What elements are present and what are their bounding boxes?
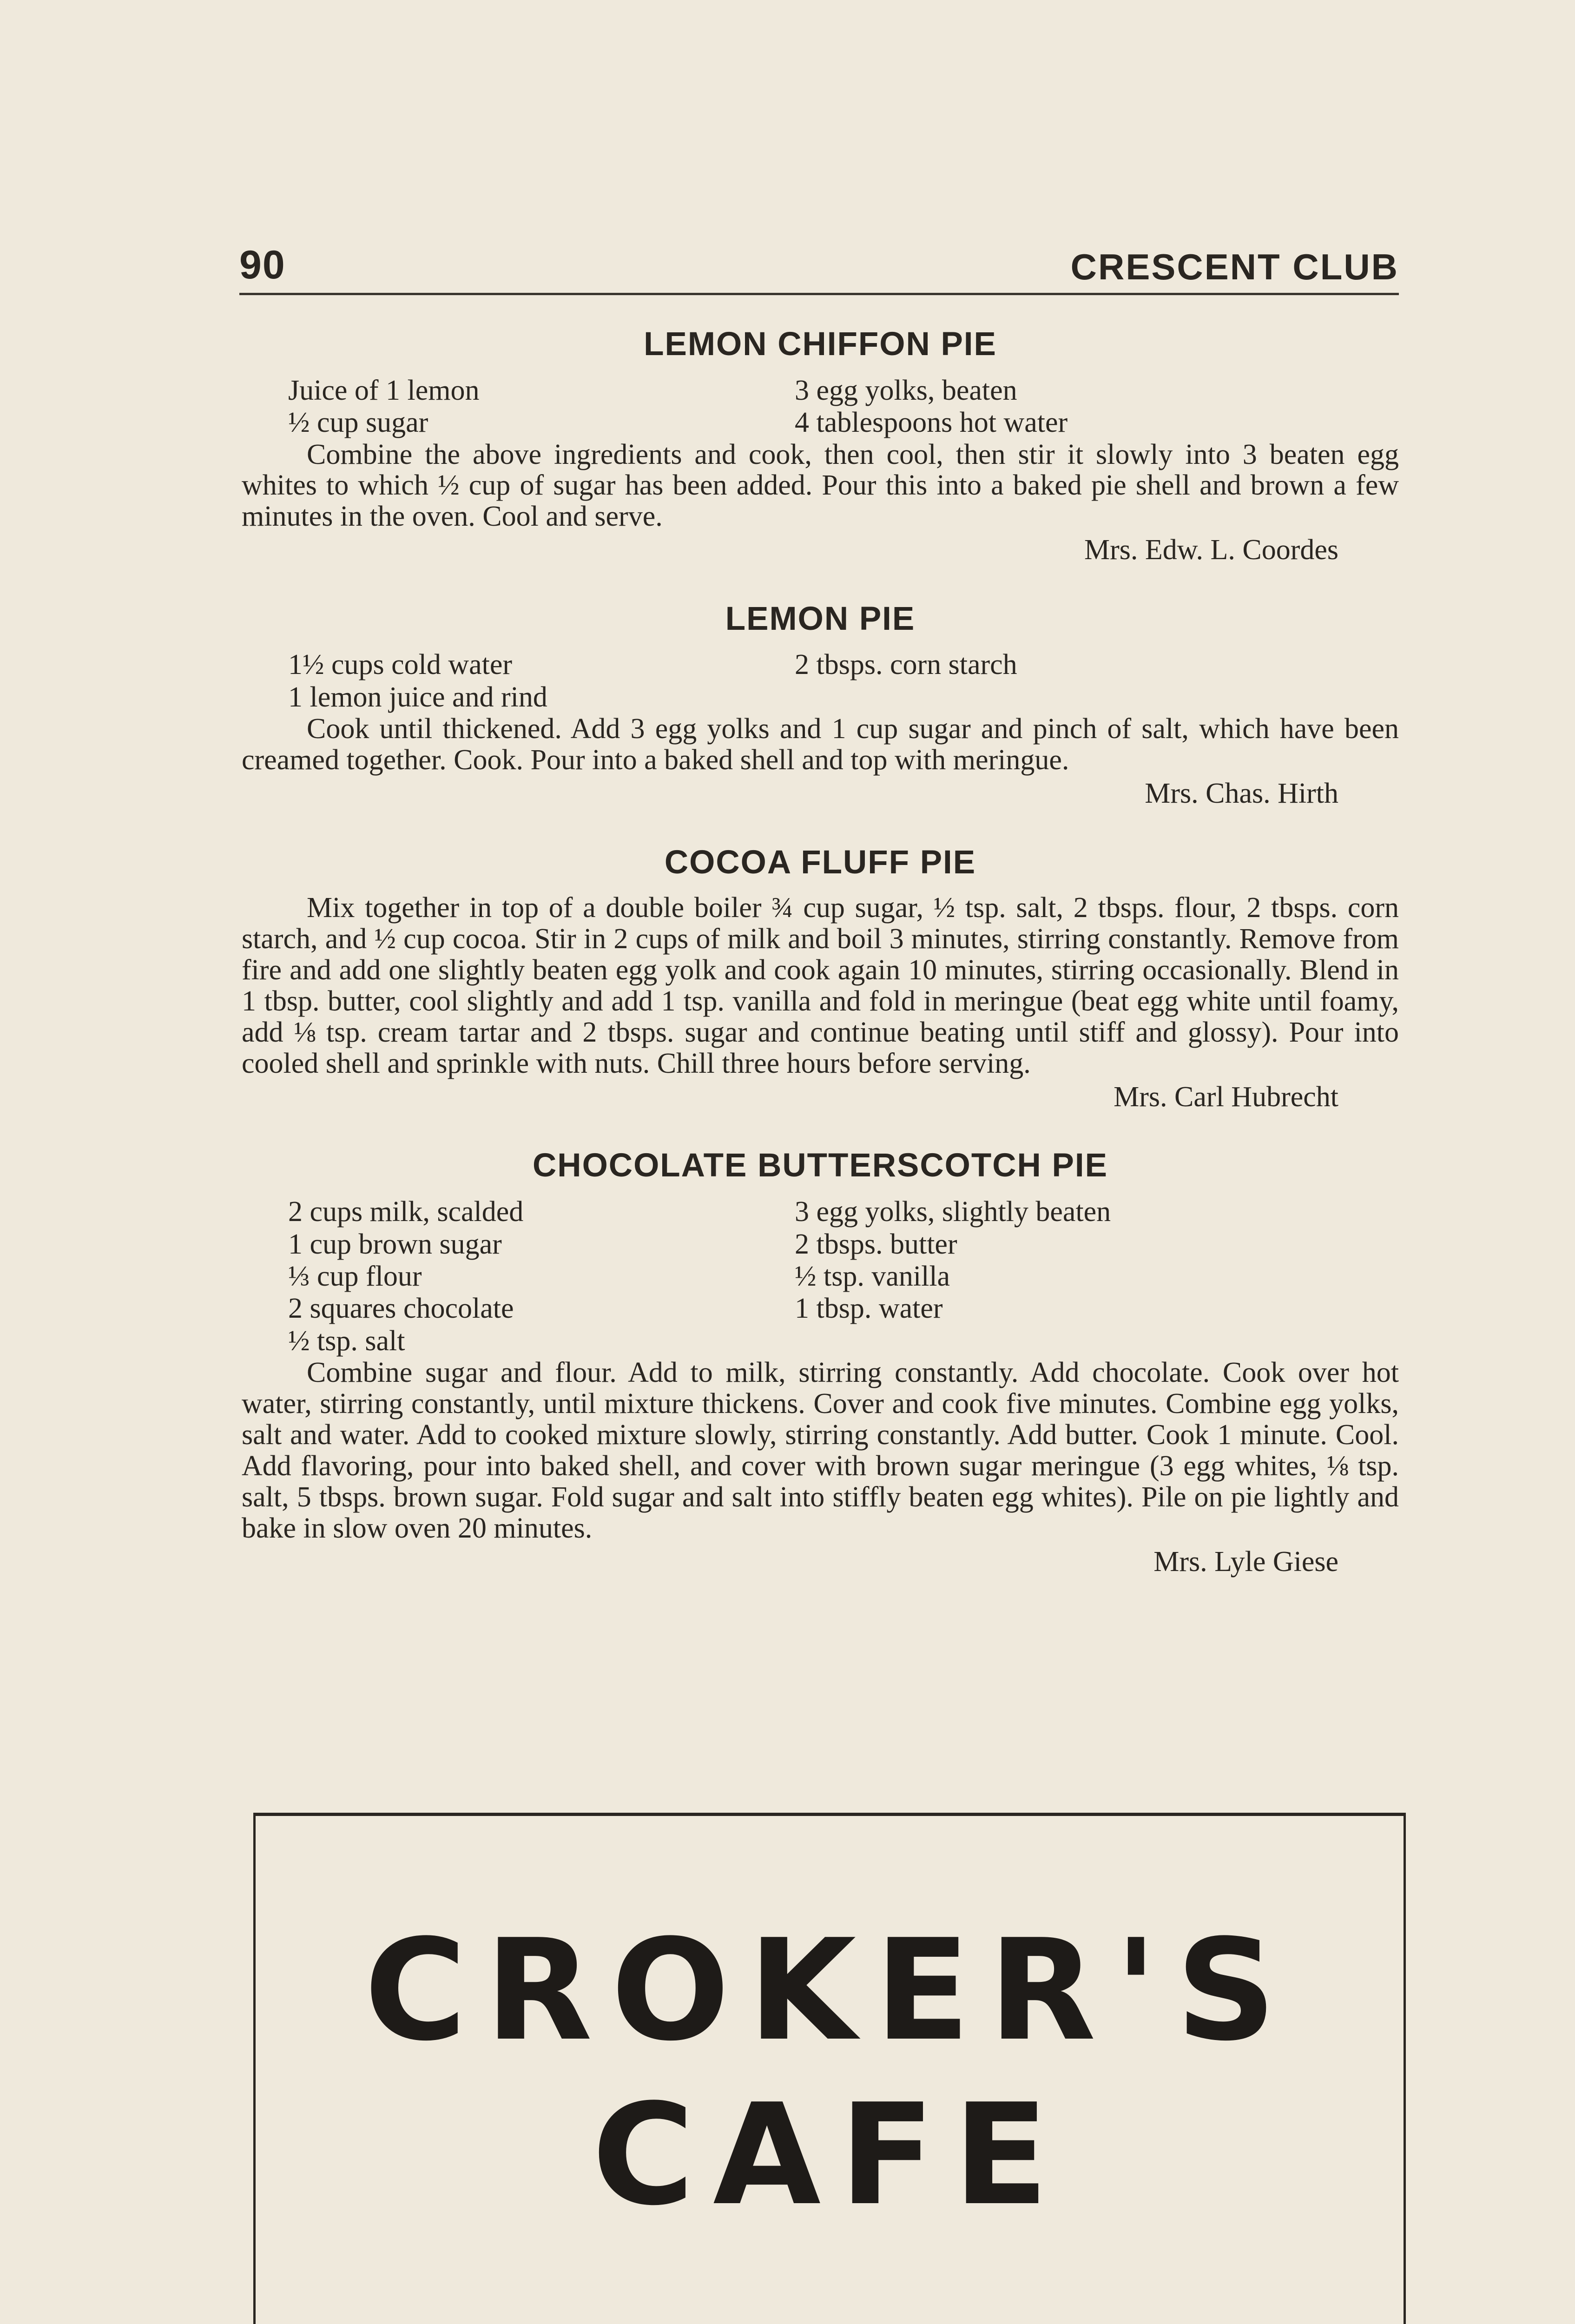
- ingredient: 4 tablespoons hot water: [795, 407, 1068, 439]
- running-title: CRESCENT CLUB: [1070, 246, 1399, 287]
- ingredient: 3 egg yolks, slightly beaten: [795, 1196, 1111, 1228]
- ingredient: 2 squares chocolate: [288, 1293, 514, 1325]
- recipe-title: CHOCOLATE BUTTERSCOTCH PIE: [533, 1147, 1108, 1184]
- advertisement-box: [253, 1813, 1406, 2324]
- recipe-title: LEMON PIE: [725, 600, 916, 637]
- recipe-author: Mrs. Lyle Giese: [1153, 1546, 1338, 1578]
- ingredient: 2 tbsps. butter: [795, 1228, 957, 1260]
- ingredient: ½ tsp. salt: [288, 1325, 405, 1357]
- recipe-directions: Mix together in top of a double boiler ¾ cup sugar, ½ tsp. salt, 2 tbsps. flour, 2 tbsps. corn starch, and ½ cup cocoa. Stir in 2 cups of milk and boil 3 minutes, stirring constantly. Remove from fire and add one slightly beaten egg yolk and cook again 10 minutes, stirring occasionally. Blend in 1 tbsp. butter, cool slightly and add 1 tsp. vanilla and fold in meringue (beat egg white until foamy, add ⅛ tsp. cream tartar and 2 tbsps. sugar and continue beating until stiff and glossy). Pour into cooled shell and sprinkle with nuts. Chill three hours before serving.: [242, 892, 1399, 1080]
- recipe-author: Mrs. Edw. L. Coordes: [1084, 534, 1338, 566]
- ingredient: ⅓ cup flour: [288, 1260, 422, 1292]
- recipe-lemon-chiffon-pie: [242, 325, 1399, 567]
- recipe-lemon-pie: [242, 600, 1399, 810]
- ingredient-column-right: [795, 1196, 1399, 1357]
- ingredient: 1 lemon juice and rind: [288, 681, 547, 713]
- advertisement-type: CAFE: [592, 2074, 1068, 2236]
- recipe-directions: Cook until thickened. Add 3 egg yolks and 1 cup sugar and pinch of salt, which have been creamed together. Cook. Pour into a baked shell and top with meringue.: [242, 713, 1399, 776]
- advertisement-name: CROKER'S: [364, 1909, 1295, 2072]
- ingredient: 3 egg yolks, beaten: [795, 374, 1017, 406]
- recipe-directions: Combine the above ingredients and cook, then cool, then stir it slowly into 3 beaten egg whites to which ½ cup of sugar has been added. Pour this into a baked pie shell and brown a few minutes in the oven. Cool and serve.: [242, 438, 1399, 533]
- recipe-chocolate-butterscotch-pie: [242, 1147, 1399, 1578]
- ingredient-list: [242, 375, 1399, 439]
- ingredient-column-right: [795, 649, 1399, 713]
- ingredient-column-left: [242, 1196, 795, 1357]
- page-header: [239, 242, 1399, 295]
- ingredient-list: [242, 649, 1399, 713]
- ingredient: 1 tbsp. water: [795, 1293, 943, 1325]
- ingredient-column-right: [795, 375, 1399, 439]
- recipe-title: COCOA FLUFF PIE: [664, 844, 976, 881]
- recipes-content: [242, 325, 1399, 1611]
- ingredient-column-left: [242, 649, 795, 713]
- recipe-author: Mrs. Carl Hubrecht: [1114, 1081, 1338, 1113]
- ingredient: 1½ cups cold water: [288, 649, 513, 681]
- ingredient: ½ tsp. vanilla: [795, 1260, 950, 1292]
- ingredient: Juice of 1 lemon: [288, 374, 480, 406]
- recipe-cocoa-fluff-pie: [242, 844, 1399, 1114]
- ingredient: ½ cup sugar: [288, 407, 428, 439]
- ingredient: 1 cup brown sugar: [288, 1228, 502, 1260]
- recipe-directions: Combine sugar and flour. Add to milk, stirring constantly. Add chocolate. Cook over hot water, stirring constantly, until mixture thickens. Cover and cook five minutes. Combine egg yolks, salt and water. Add to cooked mixture slowly, stirring constantly. Add butter. Cook 1 minute. Cool. Add flavoring, pour into baked shell, and cover with brown sugar meringue (3 egg whites, ⅛ tsp. salt, 5 tbsps. brown sugar. Fold sugar and salt into stiffly beaten egg whites). Pile on pie lightly and bake in slow oven 20 minutes.: [242, 1357, 1399, 1545]
- ingredient-column-left: [242, 375, 795, 439]
- page-number: 90: [239, 243, 286, 287]
- recipe-title: LEMON CHIFFON PIE: [644, 326, 997, 363]
- ingredient: 2 tbsps. corn starch: [795, 649, 1017, 681]
- ingredient-list: [242, 1196, 1399, 1357]
- ingredient: 2 cups milk, scalded: [288, 1196, 524, 1228]
- recipe-author: Mrs. Chas. Hirth: [1145, 778, 1338, 810]
